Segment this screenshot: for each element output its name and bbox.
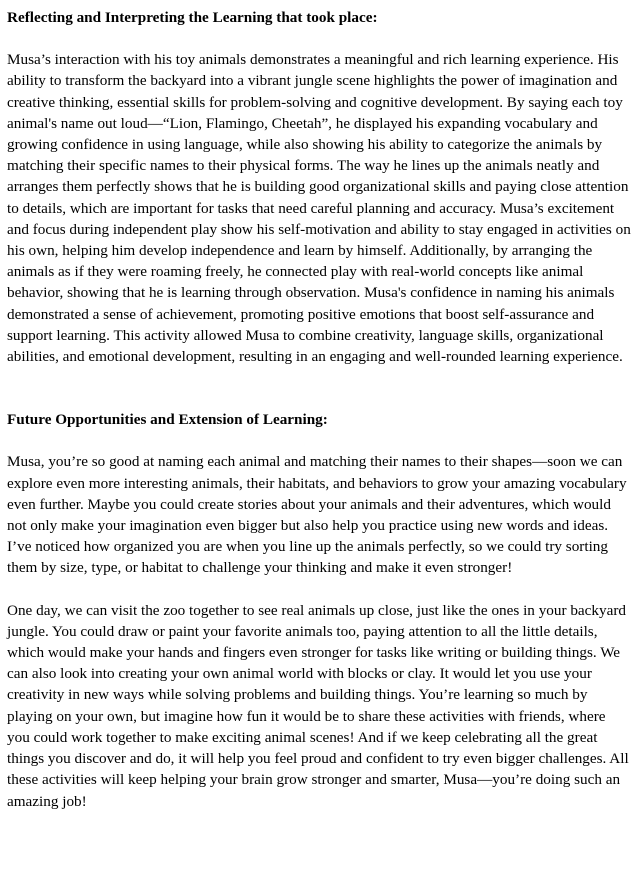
future-paragraph-1: Musa, you’re so good at naming each animal and matching their names to their shapes—soon we can explore even more interesting animals, their habitats, and behaviors to grow your amazing vocabulary even further. Maybe you could create stories about your animals and their adventures, which would not only make your imagination even bigger but also help you practice using new words and ideas. I’ve noticed how organized you are when you line up the animals perfectly, so we could try sorting them by size, type, or habitat to challenge your thinking and make it even stronger! xyxy=(7,453,627,577)
future-paragraph-2: One day, we can visit the zoo together to see real animals up close, just like the ones in your backyard jungle. You could draw or paint your favorite animals too, paying attention to all the little details, which would make your hands and fingers even stronger for tasks like writing or building things. We can also look into creating your own animal world with blocks or clay. It would let you use your creativity in new ways while solving problems and building things. You’re learning so much by playing on your own, but imagine how fun it would be to share these activities with friends, where you could work together to make exciting animal scenes! And if we keep celebrating all the great things you discover and do, it will help you feel proud and confident to try even bigger challenges. All these activities will keep helping your brain grow stronger and smarter, Musa—you’re doing such an amazing job! xyxy=(7,601,629,810)
section-heading-reflection: Reflecting and Interpreting the Learning that took place: xyxy=(7,9,378,26)
section-heading-future: Future Opportunities and Extension of Learning: xyxy=(7,411,328,429)
document-page xyxy=(7,7,631,812)
reflection-paragraph: Musa’s interaction with his toy animals demonstrates a meaningful and rich learning experience. His ability to transform the backyard into a vibrant jungle scene highlights the power of imagination and creative thinking, essential skills for problem-solving and cognitive development. By saying each toy animal's name out loud—“Lion, Flamingo, Cheetah”, he displayed his expanding vocabulary and growing confidence in using language, while also showing his ability to categorize the animals by matching their specific names to their physical forms. The way he lines up the animals neatly and arranges them perfectly shows that he is building good organizational skills and paying close attention to details, which are important for tasks that need careful planning and accuracy. Musa’s excitement and focus during independent play show his self-motivation and ability to stay engaged in activities on his own, helping him develop independence and learn by himself. Additionally, by arranging the animals as if they were roaming freely, he connected play with real-world concepts like animal behavior, showing that he is learning through observation. Musa's confidence in naming his animals demonstrated a sense of achievement, promoting positive emotions that boost self-assurance and support learning. This activity allowed Musa to combine creativity, language skills, organizational abilities, and emotional development, resulting in an engaging and well-rounded learning experience. xyxy=(7,51,631,366)
